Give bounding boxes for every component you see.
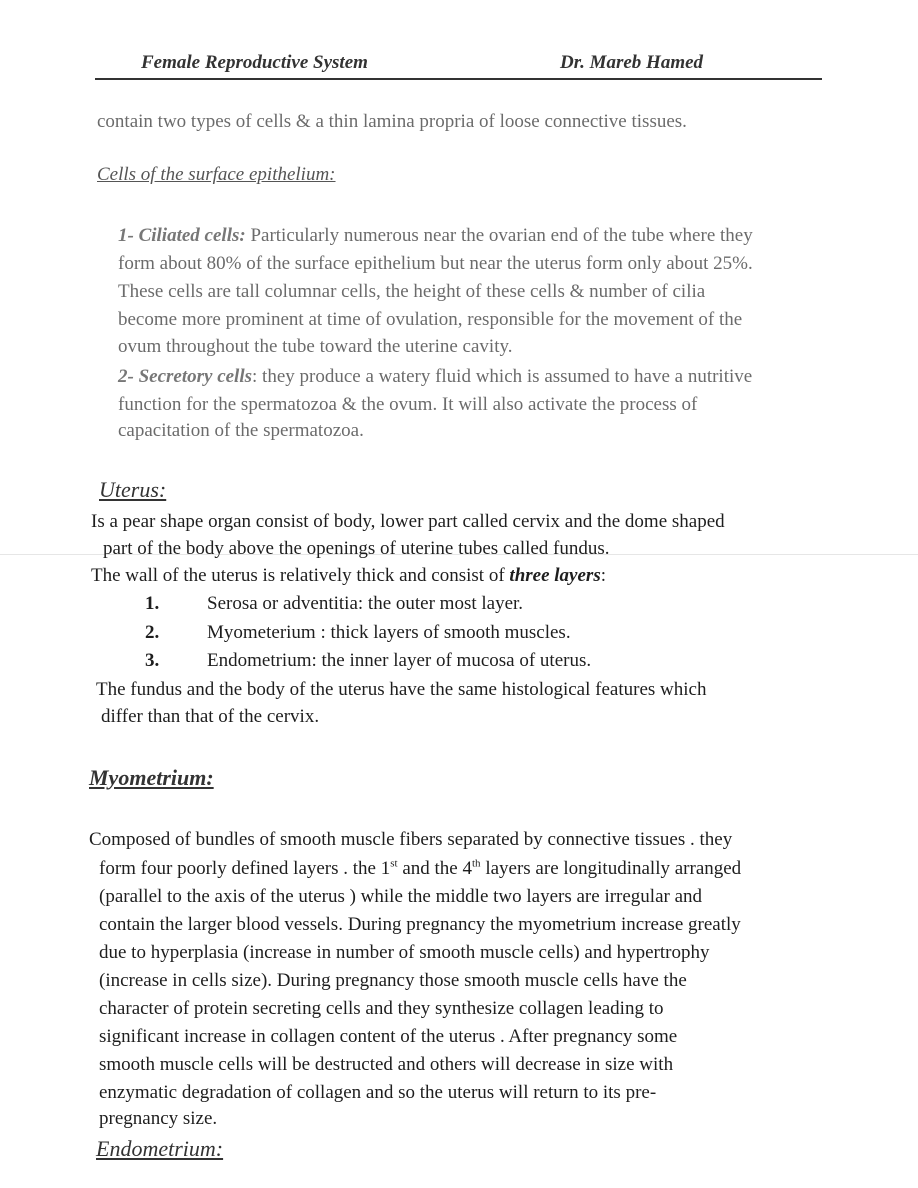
uterus-closing-2: differ than that of the cervix. bbox=[101, 706, 320, 727]
ciliated-line-2: form about 80% of the surface epithelium but near the uterus form only about 25%. bbox=[118, 253, 753, 274]
ciliated-line-3: These cells are tall columnar cells, the height of these cells & number of cilia bbox=[118, 281, 706, 302]
secretory-line-1 bbox=[118, 366, 752, 388]
ciliated-label: 1- Ciliated cells: bbox=[118, 225, 246, 246]
myometrium-line-2 bbox=[99, 858, 741, 880]
ciliated-line-1 bbox=[118, 225, 753, 247]
layer-text: Endometrium: the inner layer of mucosa of uterus. bbox=[207, 650, 592, 671]
intro-line: contain two types of cells & a thin lamina propria of loose connective tissues. bbox=[97, 111, 687, 132]
secretory-text: : they produce a watery fluid which is assumed to have a nutritive bbox=[252, 366, 753, 387]
header-author: Dr. Mareb Hamed bbox=[560, 52, 704, 73]
myometrium-line-10: enzymatic degradation of collagen and so the uterus will return to its pre- bbox=[99, 1082, 657, 1103]
uterus-wall-line bbox=[91, 565, 606, 587]
myometrium-line-6: (increase in cells size). During pregnancy those smooth muscle cells have the bbox=[99, 970, 687, 991]
layer-text: Serosa or adventitia: the outer most layer. bbox=[207, 593, 524, 614]
endometrium-heading: Endometrium: bbox=[96, 1136, 224, 1161]
wall-emphasis: three layers bbox=[509, 565, 601, 586]
layer-item bbox=[145, 593, 523, 615]
myometrium-line-5: due to hyperplasia (increase in number of smooth muscle cells) and hypertrophy bbox=[99, 942, 710, 963]
layer-item bbox=[145, 650, 591, 672]
myometrium-line-1: Composed of bundles of smooth muscle fibers separated by connective tissues . they bbox=[89, 829, 733, 850]
uterus-line-2: part of the body above the openings of uterine tubes called fundus. bbox=[103, 538, 610, 559]
ciliated-text: Particularly numerous near the ovarian end of the tube where they bbox=[245, 225, 753, 246]
ciliated-line-5: ovum throughout the tube toward the uterine cavity. bbox=[118, 336, 513, 357]
uterus-closing-1: The fundus and the body of the uterus have the same histological features which bbox=[96, 679, 707, 700]
layer-number: 1. bbox=[145, 593, 160, 614]
uterus-line-1: Is a pear shape organ consist of body, lower part called cervix and the dome shaped bbox=[91, 511, 725, 532]
header-title: Female Reproductive System bbox=[141, 52, 368, 73]
line2-part-a: form four poorly defined layers . the 1 bbox=[99, 858, 391, 879]
layer-number: 3. bbox=[145, 650, 160, 671]
myometrium-line-8: significant increase in collagen content of the uterus . After pregnancy some bbox=[99, 1026, 678, 1047]
wall-suffix: : bbox=[600, 565, 606, 586]
wall-prefix: The wall of the uterus is relatively thick and consist of bbox=[91, 565, 510, 586]
cells-heading: Cells of the surface epithelium: bbox=[97, 164, 336, 185]
header-rule bbox=[95, 78, 822, 80]
line2-part-b: and the 4 bbox=[397, 858, 472, 879]
myometrium-line-9: smooth muscle cells will be destructed and others will decrease in size with bbox=[99, 1054, 674, 1075]
layer-number: 2. bbox=[145, 622, 160, 643]
myometrium-line-3: (parallel to the axis of the uterus ) while the middle two layers are irregular and bbox=[99, 886, 703, 907]
uterus-heading: Uterus: bbox=[99, 477, 167, 502]
layer-text: Myometerium : thick layers of smooth muscles. bbox=[207, 622, 571, 643]
line2-part-c: layers are longitudinally arranged bbox=[480, 858, 742, 879]
ciliated-line-4: become more prominent at time of ovulation, responsible for the movement of the bbox=[118, 309, 743, 330]
sup-th: th bbox=[472, 857, 481, 870]
sup-st: st bbox=[390, 857, 398, 870]
myometrium-line-4: contain the larger blood vessels. During pregnancy the myometrium increase greatly bbox=[99, 914, 741, 935]
myometrium-line-7: character of protein secreting cells and they synthesize collagen leading to bbox=[99, 998, 664, 1019]
secretory-label: 2- Secretory cells bbox=[118, 366, 253, 387]
layer-item bbox=[145, 622, 571, 644]
secretory-line-2: function for the spermatozoa & the ovum. It will also activate the process of bbox=[118, 394, 698, 415]
secretory-line-3: capacitation of the spermatozoa. bbox=[118, 420, 364, 441]
myometrium-line-11: pregnancy size. bbox=[99, 1108, 218, 1129]
myometrium-heading: Myometrium: bbox=[89, 765, 214, 790]
